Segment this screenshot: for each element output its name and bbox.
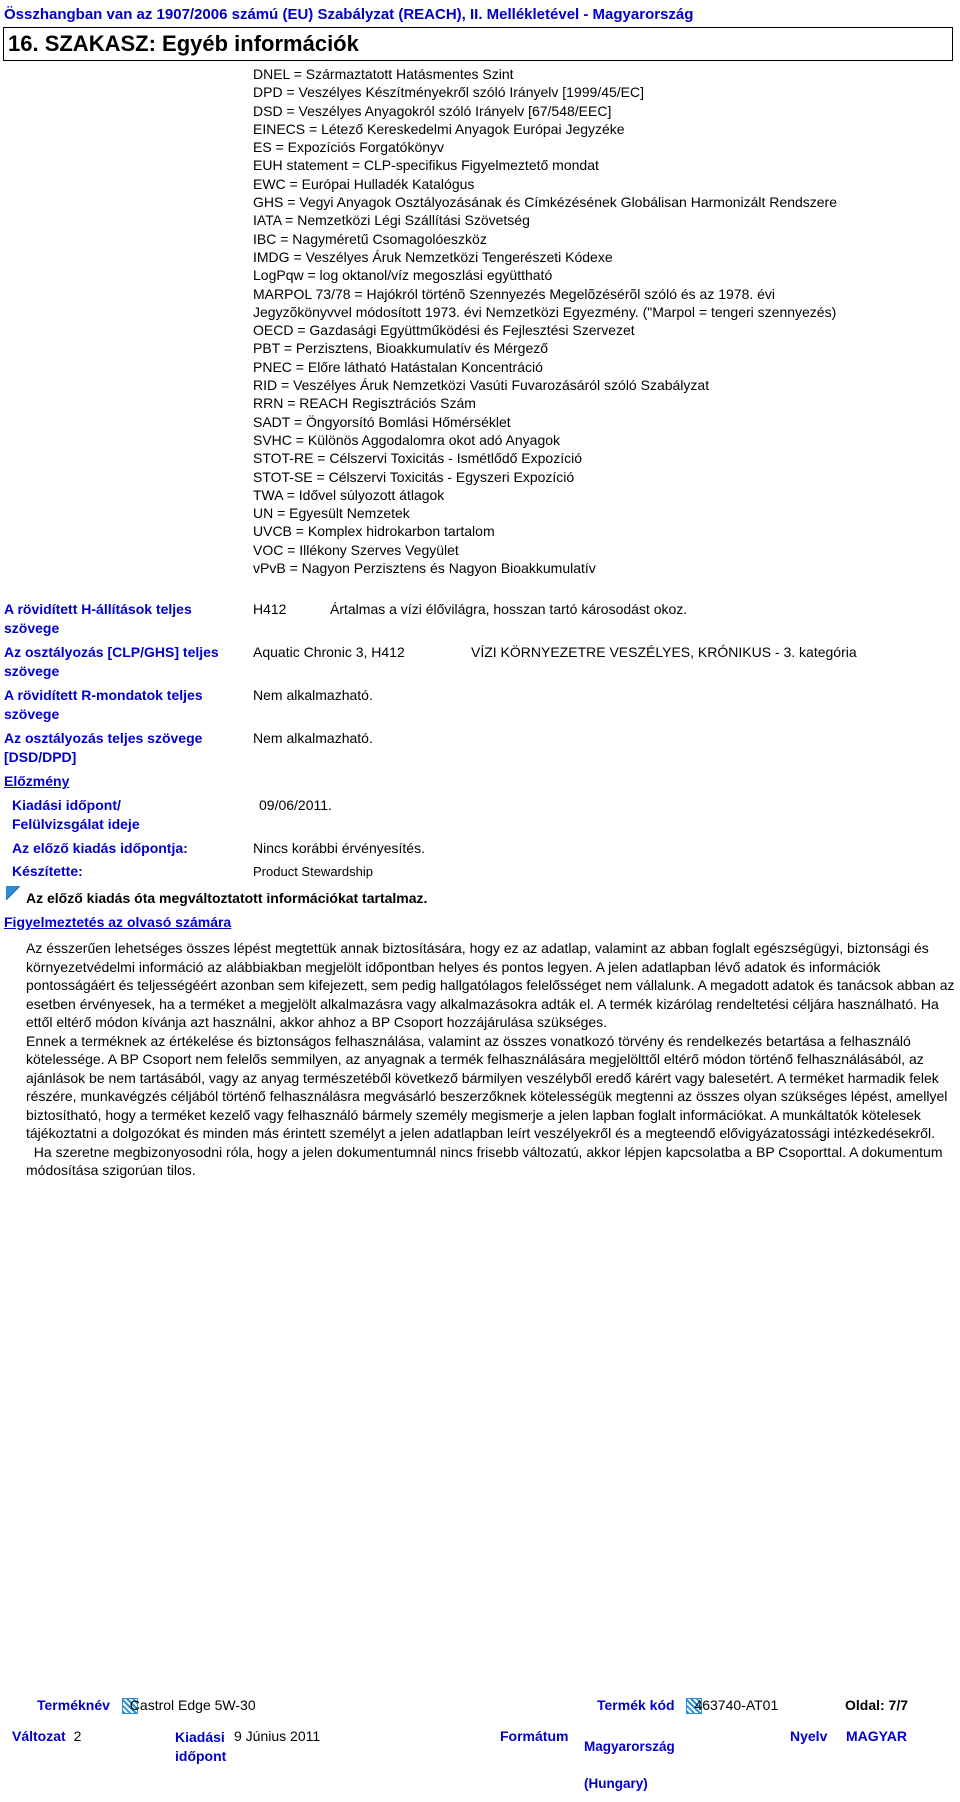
abbreviation-item: PBT = Perzisztens, Bioakkumulatív és Mérgező [253, 340, 549, 357]
h-statements-label: A rövidített H-állítások teljes szövege [4, 601, 192, 636]
footer-issue-date-value: 9 Június 2011 [234, 1728, 321, 1744]
prepared-by-label: Készítette: [12, 863, 83, 879]
footer-version-label: Változat [12, 1728, 66, 1744]
footer-product-name-value: Castrol Edge 5W-30 [129, 1697, 256, 1713]
abbreviation-item: DNEL = Származtatott Hatásmentes Szint [253, 66, 514, 82]
abbreviation-item: Jegyzõkönyvvel módosított 1973. évi Nemzetközi Egyezmény. ("Marpol = tengeri szennyezés) [253, 303, 837, 320]
document-header-title: Összhangban van az 1907/2006 számú (EU) Szabályzat (REACH), II. Mellékletével - Magyarország [4, 6, 694, 23]
abbreviation-item: DPD = Veszélyes Készítményekről szóló Irányelv [1999/45/EC] [253, 84, 645, 101]
dsd-classification-label: Az osztályozás teljes szövege [DSD/DPD] [4, 730, 203, 765]
abbreviation-item: IATA = Nemzetközi Légi Szállítási Szövetség [253, 212, 530, 229]
prepared-by-value: Product Stewardship [253, 864, 373, 879]
footer-product-name-label: Terméknév [37, 1697, 110, 1713]
footer-language-value: MAGYAR [846, 1728, 907, 1744]
abbreviation-item: EWC = Európai Hulladék Katalógus [253, 175, 475, 192]
h-statement-code: H412 [253, 601, 287, 617]
r-phrases-value: Nem alkalmazható. [253, 687, 373, 703]
footer-version-value: 2 [73, 1728, 82, 1744]
abbreviation-item: EUH statement = CLP-specifikus Figyelmeztető mondat [253, 157, 599, 174]
footer-issue-date-label: Kiadási időpont [175, 1729, 227, 1764]
abbreviation-item: ES = Expozíciós Forgatókönyv [253, 139, 445, 156]
clp-classification-text: VÍZI KÖRNYEZETRE VESZÉLYES, KRÓNIKUS - 3. kategória [471, 644, 857, 660]
abbreviation-item: DSD = Veszélyes Anyagokról szóló Irányelv [67/548/EEC] [253, 102, 612, 119]
abbreviation-item: STOT-SE = Célszervi Toxicitás - Egyszeri Expozíció [253, 468, 575, 485]
abbreviations-list [253, 65, 953, 577]
abbreviation-item: IMDG = Veszélyes Áruk Nemzetközi Tengerészeti Kódexe [253, 248, 613, 265]
reader-notice-paragraph: Ha szeretne megbizonyosodni róla, hogy a jelen dokumentumnál nincs frisebb változatú, akkor lépjen kapcsolatba a BP Csoporttal. A dokumentum módosítása szigorúan tilos. [26, 1143, 947, 1178]
clp-classification-code: Aquatic Chronic 3, H412 [253, 644, 405, 660]
footer-format-label: Formátum [500, 1728, 569, 1744]
abbreviation-item: VOC = Illékony Szerves Vegyület [253, 541, 459, 558]
abbreviation-item: LogPqw = log oktanol/víz megoszlási együttható [253, 267, 553, 284]
footer-product-code-label: Termék kód [597, 1697, 675, 1713]
abbreviation-item: RID = Veszélyes Áruk Nemzetközi Vasúti Fuvarozásáról szóló Szabályzat [253, 377, 710, 394]
change-marker-icon [6, 886, 20, 900]
issue-date-label: Kiadási időpont/ Felülvizsgálat ideje [12, 797, 140, 832]
reader-notice-body [26, 939, 956, 1180]
changes-notice: Az előző kiadás óta megváltoztatott információkat tartalmaz. [26, 890, 428, 906]
history-heading: Előzmény [4, 773, 70, 789]
abbreviation-item: RRN = REACH Regisztrációs Szám [253, 395, 476, 412]
abbreviation-item: SADT = Öngyorsító Bomlási Hőmérséklet [253, 413, 511, 430]
dsd-classification-value: Nem alkalmazható. [253, 730, 373, 746]
abbreviation-item: GHS = Vegyi Anyagok Osztályozásának és Címkézésének Globálisan Harmonizált Rendszere [253, 194, 838, 211]
section-title: 16. SZAKASZ: Egyéb információk [8, 31, 359, 56]
abbreviation-item: PNEC = Előre látható Hatástalan Koncentráció [253, 358, 543, 375]
clp-classification-label: Az osztályozás [CLP/GHS] teljes szövege [4, 644, 219, 679]
footer-format-value: Magyarország (Hungary) [584, 1739, 675, 1791]
previous-issue-label: Az előző kiadás időpontja: [12, 840, 188, 856]
r-phrases-label: A rövidített R-mondatok teljes szövege [4, 687, 203, 722]
footer-product-code-value: 463740-AT01 [694, 1697, 779, 1713]
abbreviation-item: SVHC = Különös Aggodalomra okot adó Anyagok [253, 431, 561, 448]
abbreviation-item: MARPOL 73/78 = Hajókról történõ Szennyezés Megelõzésérõl szóló és az 1978. évi [253, 285, 776, 302]
abbreviation-item: vPvB = Nagyon Perzisztens és Nagyon Bioakkumulatív [253, 560, 596, 577]
reader-notice-paragraph: Az ésszerűen lehetséges összes lépést megtettük annak biztosítására, hogy ez az adatlap, valamint az abban foglalt egészségügyi, biztonsági és környezetvédelmi információ az alábbiakban megjelölt időpontban helyes és pontos legyen. A jelen adatlapban lévő adatok és információk pontosságáért és teljességéért azonban sem kifejezett, sem pedig hallgatólagos felelősséget nem vállalunk. A megadott adatok és tanácsok abban az esetben érvényesek, ha a terméket a megjelölt alkalmazásra vagy alkalmazásokra adták el. A termék kizárólag rendeltetési céljára használható. Ha ettől eltérő módon kívánja azt használni, akkor ahhoz a BP Csoport hozzájárulása szükséges. [26, 940, 955, 1030]
issue-date-value: 09/06/2011. [259, 797, 332, 813]
section-heading-box [3, 27, 953, 61]
footer-language-label: Nyelv [790, 1728, 828, 1744]
reader-notice-paragraph: Ennek a terméknek az értékelése és biztonságos felhasználása, valamint az összes vonatkozó törvény és rendelkezés betartása a felhasználó kötelessége. A BP Csoport nem felelős semmilyen, az anyagnak a termék felhasználására megjelölttől eltérő módon történő felhasználásából, az ajánlások be nem tartásából, vagy az anyag természetéből következő bármilyen veszélyből eredő kárért vagy balesetért. A terméket harmadik felek részére, munkavégzés céljából történő felhasználásra megvásárló beszerzőknek kötelességük megtenni az összes olyan szükséges lépést, amellyel biztosítható, hogy a terméket kezelő vagy felhasználó bármely személy megismerje a jelen lapban foglalt információkat. A munkáltatók kötelesek tájékoztatni a dolgozókat és minden más érintett személyt a jelen adatlapban leírt veszélyekről és a megteendő elővigyázatossági intézkedésekről. [26, 1032, 948, 1141]
reader-notice-heading[interactable]: Figyelmeztetés az olvasó számára [4, 914, 232, 930]
abbreviation-item: EINECS = Létező Kereskedelmi Anyagok Európai Jegyzéke [253, 120, 625, 137]
abbreviation-item: UVCB = Komplex hidrokarbon tartalom [253, 523, 495, 540]
footer-page-number: Oldal: 7/7 [845, 1697, 909, 1713]
abbreviation-item: STOT-RE = Célszervi Toxicitás - Ismétlődő Expozíció [253, 450, 582, 467]
h-statement-text: Ártalmas a vízi élővilágra, hosszan tartó károsodást okoz. [330, 601, 688, 617]
previous-issue-value: Nincs korábbi érvényesítés. [253, 840, 425, 856]
abbreviation-item: OECD = Gazdasági Együttműködési és Fejlesztési Szervezet [253, 322, 635, 339]
abbreviation-item: TWA = Idővel súlyozott átlagok [253, 486, 445, 503]
abbreviation-item: UN = Egyesült Nemzetek [253, 505, 410, 522]
abbreviation-item: IBC = Nagyméretű Csomagolóeszköz [253, 230, 487, 247]
